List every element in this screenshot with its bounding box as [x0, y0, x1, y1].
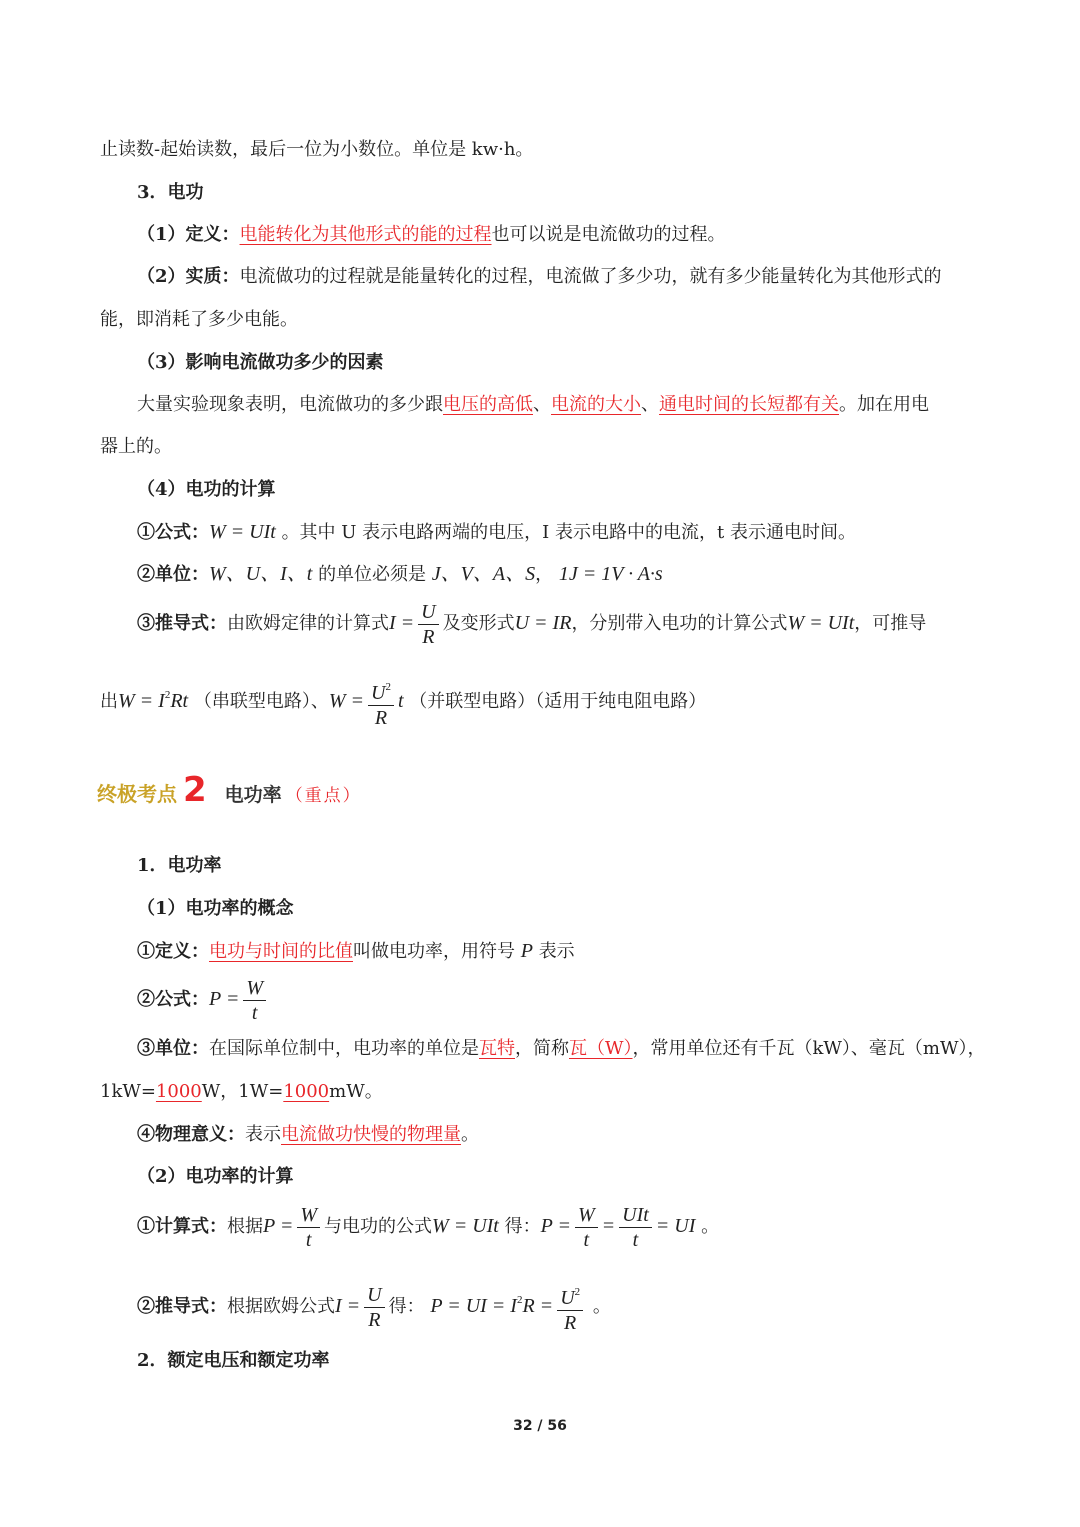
formula: W = UIt — [432, 1215, 499, 1237]
numerator: W — [297, 1204, 320, 1228]
numerator-text: U — [371, 681, 386, 704]
label: （1）定义： — [137, 224, 240, 245]
highlight-text: 电压的高低 — [443, 394, 533, 415]
heading-text: 2．额定电压和额定功率 — [137, 1350, 330, 1371]
paragraph-text: 大量实验现象表明，电流做功的多少跟 — [137, 394, 443, 415]
section-title-prefix: 终极考点 — [97, 782, 177, 806]
label: ③单位： — [137, 1038, 209, 1059]
numerator: U — [364, 1284, 384, 1308]
paragraph-text: 与电功的公式 — [324, 1216, 433, 1237]
calc-formula-line — [137, 1199, 984, 1254]
formula: P = — [209, 988, 240, 1010]
denominator: R — [422, 625, 435, 648]
power-calc-heading — [137, 1164, 984, 1190]
factors-line — [137, 392, 984, 418]
heading-text: （3）影响电流做功多少的因素 — [137, 352, 384, 373]
power-units-continuation — [100, 1079, 984, 1105]
formula: = — [601, 1215, 616, 1237]
text-line — [100, 137, 984, 163]
section-title-text: 电功率 — [224, 784, 282, 806]
denominator: t — [583, 1228, 590, 1251]
highlight-text: 电功与时间的比值 — [209, 941, 353, 962]
numerator: $U^2$ — [368, 676, 394, 706]
formula: Rt — [170, 690, 189, 712]
highlight-text: 瓦（W） — [569, 1038, 633, 1059]
power-definition-line — [137, 938, 984, 965]
paragraph-text: 。加在用电 — [839, 394, 929, 415]
paragraph-text: 表示 — [538, 941, 575, 962]
superscript: 2 — [516, 1294, 523, 1306]
formula: W = I — [118, 690, 165, 712]
fraction — [418, 601, 438, 648]
paragraph-text: 止读数-起始读数，最后一位为小数位。单位是 kw·h。 — [100, 139, 534, 160]
page-number-text: 32 / 56 — [513, 1418, 567, 1434]
highlight-text: 电流的大小 — [551, 394, 641, 415]
superscript: 2 — [574, 1285, 581, 1298]
section-title-tag: （重点） — [285, 786, 362, 806]
power-formula-line — [137, 973, 984, 1026]
formula: W = — [328, 690, 364, 712]
formula: W、U、I、t — [209, 563, 313, 585]
denominator: t — [251, 1001, 258, 1024]
derived-formula-line — [137, 1273, 984, 1334]
paragraph-text: 出 — [100, 691, 118, 712]
factors-heading — [137, 350, 984, 376]
label: ①公式： — [137, 522, 209, 543]
paragraph-text: 得： — [388, 1296, 425, 1317]
label: ①定义： — [137, 941, 209, 962]
label: ①计算式： — [137, 1216, 227, 1237]
fraction — [368, 676, 394, 729]
denominator: t — [305, 1228, 312, 1251]
heading-text: （1）电功率的概念 — [137, 898, 294, 919]
power-units-line — [137, 1036, 984, 1062]
formula: P = UI = I — [430, 1295, 517, 1317]
numerator: U — [418, 601, 438, 625]
section-title-number: 2 — [183, 770, 207, 810]
numerator-text: U — [560, 1286, 575, 1309]
formula: P — [520, 940, 533, 962]
formula: = UI — [655, 1215, 696, 1237]
highlight-text: 瓦特 — [479, 1038, 515, 1059]
paragraph-text: 叫做电功率，用符号 — [353, 941, 515, 962]
rated-heading — [137, 1348, 984, 1374]
highlight-text: 电能转化为其他形式的能的过程 — [239, 224, 492, 245]
derivation-line — [137, 598, 984, 649]
paragraph-text: ，常用单位还有千瓦（kW）、毫瓦（mW）， — [632, 1038, 986, 1059]
units-line — [137, 561, 984, 588]
separator: ， — [535, 564, 554, 585]
paragraph-text: 电流做功的过程就是能量转化的过程，电流做了多少功，就有多少能量转化为其他形式的 — [239, 266, 942, 287]
separator: 、 — [533, 394, 551, 415]
paragraph-text: （串联型电路）、 — [193, 691, 329, 712]
numerator: W — [243, 977, 266, 1001]
superscript: 2 — [164, 689, 171, 701]
paragraph-text: 在国际单位制中，电功率的单位是 — [209, 1038, 479, 1059]
formula: t — [397, 690, 404, 712]
physical-meaning-line — [137, 1122, 984, 1148]
paragraph-text: ，可推导 — [854, 613, 927, 634]
highlight-text: 1000 — [155, 1081, 202, 1102]
paragraph-text: 根据 — [227, 1216, 263, 1237]
paragraph-text: W，1W= — [201, 1081, 284, 1102]
fraction — [557, 1281, 583, 1334]
paragraph-text: 能，即消耗了多少电能。 — [100, 309, 298, 330]
label: ②单位： — [137, 564, 209, 585]
label: ②推导式： — [137, 1296, 227, 1317]
heading-text: （2）电功率的计算 — [137, 1166, 294, 1187]
label: ③推导式： — [137, 613, 227, 634]
highlight-text: 通电时间的长短都有关 — [659, 394, 839, 415]
label: ②公式： — [137, 989, 209, 1010]
fraction — [297, 1204, 320, 1251]
denominator: t — [632, 1228, 639, 1251]
paragraph-text: 也可以说是电流做功的过程。 — [491, 224, 726, 245]
paragraph-text: （并联型电路）（适用于纯电阻电路） — [409, 691, 707, 712]
section-title — [97, 770, 362, 814]
label: ④物理意义： — [137, 1124, 245, 1145]
paragraph-text: 表示 — [245, 1124, 281, 1145]
formula: U = IR — [514, 612, 572, 634]
section-heading-3 — [137, 180, 984, 206]
formula: R = — [522, 1295, 554, 1317]
derivation-continuation — [100, 670, 984, 729]
heading-text: （4）电功的计算 — [137, 479, 276, 500]
page-number — [0, 1418, 1080, 1434]
definition-line — [137, 222, 984, 248]
numerator: UIt — [619, 1204, 652, 1228]
denominator: R — [368, 1308, 381, 1331]
subsection-heading-1 — [137, 853, 984, 879]
formula: I = — [335, 1295, 361, 1317]
formula: W = UIt — [209, 521, 276, 543]
numerator: W — [575, 1204, 598, 1228]
paragraph-text: 。 — [592, 1296, 611, 1317]
heading-text: 3．电功 — [137, 182, 204, 203]
formula: P = — [263, 1215, 294, 1237]
paragraph-text: 器上的。 — [100, 436, 172, 457]
fraction — [575, 1204, 598, 1251]
formula: P = — [540, 1215, 571, 1237]
essence-line — [137, 264, 984, 290]
label: （2）实质： — [137, 266, 240, 287]
paragraph-text: ，简称 — [515, 1038, 569, 1059]
paragraph-text: 的单位必须是 — [318, 564, 427, 585]
denominator: R — [374, 706, 388, 729]
calc-heading — [137, 477, 984, 503]
formula-line — [137, 519, 984, 546]
formula: J、V、A、S — [431, 563, 536, 585]
highlight-text: 1000 — [283, 1081, 330, 1102]
fraction — [364, 1284, 384, 1331]
paragraph-text: 。 — [461, 1124, 479, 1145]
factors-continuation — [100, 434, 984, 460]
paragraph-text: 根据欧姆公式 — [227, 1296, 335, 1317]
paragraph-text: mW。 — [329, 1081, 383, 1102]
paragraph-text: 。其中 U 表示电路两端的电压，I 表示电路中的电流，t 表示通电时间。 — [281, 522, 856, 543]
separator: 、 — [641, 394, 659, 415]
heading-text: 1．电功率 — [137, 855, 222, 876]
formula: I = — [389, 612, 415, 634]
essence-continuation — [100, 307, 984, 333]
paragraph-text: 1kW= — [100, 1081, 156, 1102]
paragraph-text: 及变形式 — [442, 613, 515, 634]
numerator — [557, 1281, 583, 1311]
fraction — [243, 977, 266, 1024]
concept-heading — [137, 896, 984, 922]
paragraph-text: 得： — [504, 1216, 541, 1237]
paragraph-text: 由欧姆定律的计算式 — [227, 613, 389, 634]
formula: W = UIt — [787, 612, 855, 634]
fraction — [619, 1204, 652, 1251]
highlight-text: 电流做功快慢的物理量 — [281, 1124, 461, 1145]
denominator: R — [564, 1311, 577, 1334]
paragraph-text: ，分别带入电功的计算公式 — [571, 613, 788, 634]
formula: 1J = 1V · A·s — [558, 563, 663, 585]
paragraph-text: 。 — [701, 1216, 720, 1237]
